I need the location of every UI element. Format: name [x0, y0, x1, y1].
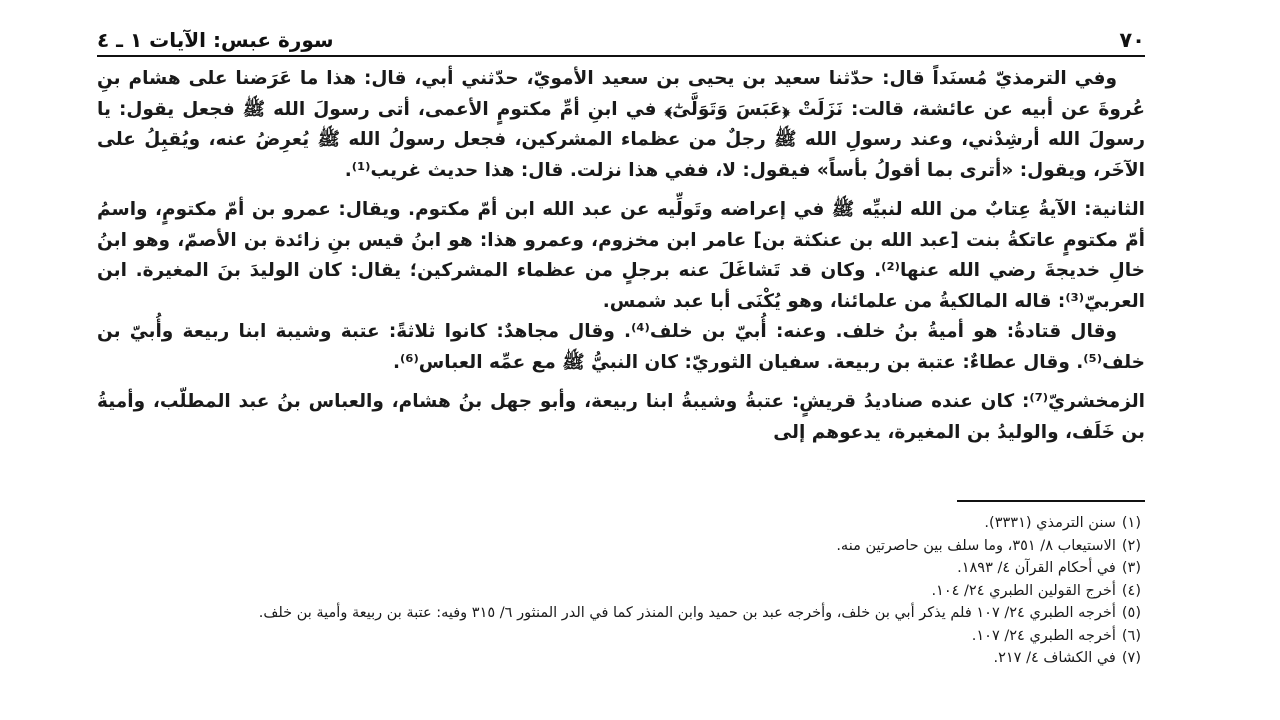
footnote-2 [97, 535, 1145, 558]
footnote-text: في الكشاف ٤/ ٢١٧. [993, 650, 1116, 666]
footnote-text: أخرجه الطبري ٢٤/ ١٠٧ فلم يذكر أبي بن خلف، وأخرجه عبد بن حميد وابن المنذر كما في الدر المنثور ٦/ ٣١٥ وفيه: عتبة بن ربيعة وأمية بن خلف. [258, 605, 1116, 621]
footnote-3 [97, 557, 1145, 580]
footnote-text: أخرج القولين الطبري ٢٤/ ١٠٤. [931, 582, 1116, 599]
footnote-text: الاستيعاب ٨/ ٣٥١، وما سلف بين حاصرتين منه. [836, 537, 1116, 554]
header-rule [97, 55, 1145, 57]
paragraph-1: وفي الترمذيّ مُسنَداً قال: حدّثنا سعيد بن يحيى بن سعيد الأمويّ، حدّثني أبي، قال: هذا ما عَرَضنا على هشام بنِ عُروةَ عن أبيه عن عائشة، قالت: نَزَلَتْ ﴿عَبَسَ وَتَوَلَّىٰٓ﴾ في ابنِ أمِّ مكتومٍ الأعمى، أتى رسولَ الله ﷺ فجعل يقول: يا رسولَ الله أرشِدْني، وعند رسولِ الله ﷺ رجلٌ من عظماء المشركين، فجعل رسولُ الله ﷺ يُعرِضُ عنه، ويُقبِلُ على الآخَر، ويقول: «أترى بما أقولُ بأساً» فيقول: لا، ففي هذا نزلت. قال: هذا حديث غريب⁽¹⁾. [97, 68, 1145, 181]
footnote-number: (٣) [1121, 560, 1141, 576]
paragraph-4: الزمخشريّ⁽⁷⁾: كان عنده صناديدُ قريشٍ: عتبةُ وشيبةُ ابنا ربيعة، وأبو جهل بنُ هشام، والعباس بنُ عبد المطلّب، وأميةُ بن خَلَف، والوليدُ بن المغيرة، يدعوهم إلى [97, 391, 1145, 443]
footnote-text: سنن الترمذي (٣٣٣١). [984, 515, 1116, 531]
footnote-number: (٤) [1121, 582, 1141, 599]
footnote-1 [97, 512, 1145, 535]
footnote-6 [97, 625, 1145, 648]
footnote-number: (٦) [1121, 627, 1141, 644]
footnote-5 [97, 602, 1145, 625]
paragraph-2: الثانية: الآيةُ عِتابٌ من الله لنبيِّه ﷺ في إعراضه وتَولِّيه عن عبد الله ابن أمّ مكتوم. ويقال: عمرو بن أمّ مكتومٍ، واسمُ أمّ مكتومٍ عاتكةُ بنت [عبد الله بن عنكثة بن] عامر ابن مخزوم، وعمرو هذا: هو ابنُ قيس بنِ زائدة بن الأصمّ، وهو ابنُ خالِ خديجةَ رضي الله عنها⁽²⁾. وكان قد تَشاغَلَ عنه برجلٍ من عظماء المشركين؛ يقال: كان الوليدَ بنَ المغيرة. ابن العربيّ⁽³⁾: قاله المالكيةُ من علمائنا، وهو يُكْنَى أبا عبد شمس. [97, 199, 1146, 312]
footnotes [97, 512, 1145, 670]
footnote-4 [97, 580, 1145, 603]
paragraph-3: وقال قتادةُ: هو أميةُ بنُ خلف. وعنه: أُبيّ بن خلف⁽⁴⁾. وقال مجاهدٌ: كانوا ثلاثةً: عتبة وشيبة ابنا ربيعة وأُبيّ بن خلف⁽⁵⁾. وقال عطاءٌ: عتبة بن ربيعة. سفيان الثوريّ: كان النبيُّ ﷺ مع عمِّه العباس⁽⁶⁾. [97, 321, 1145, 373]
footnote-number: (٧) [1121, 650, 1141, 666]
running-title: سورة عبس: الآيات ١ ـ ٤ [97, 28, 334, 52]
footnote-number: (٢) [1121, 537, 1141, 554]
footnote-7 [97, 647, 1145, 670]
footnote-rule [957, 500, 1145, 502]
footnote-text: في أحكام القرآن ٤/ ١٨٩٣. [957, 560, 1116, 576]
main-text [97, 64, 1145, 448]
footnote-text: أخرجه الطبري ٢٤/ ١٠٧. [971, 627, 1116, 644]
page-number: ٧٠ [1119, 28, 1145, 52]
footnote-number: (٥) [1121, 605, 1141, 621]
running-head [97, 28, 1145, 52]
footnote-number: (١) [1121, 515, 1141, 531]
